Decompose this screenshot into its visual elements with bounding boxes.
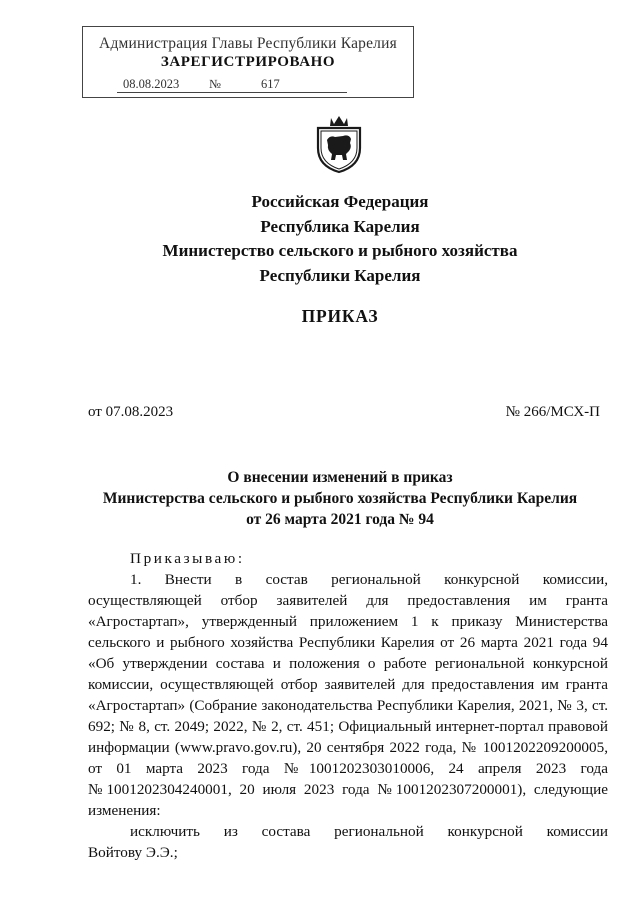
registration-stamp — [82, 26, 414, 98]
header-country: Российская Федерация — [251, 192, 429, 211]
document-type-title: ПРИКАЗ — [301, 306, 379, 326]
stamp-number: 617 — [261, 77, 280, 91]
ministry-header — [0, 190, 640, 288]
karelia-coat-of-arms-icon — [313, 114, 365, 174]
header-ministry: Министерство сельского и рыбного хозяйства — [162, 241, 518, 260]
order-date: от 07.08.2023 — [88, 404, 174, 420]
subject-line-1: О внесении изменений в приказ — [227, 469, 453, 486]
order-subject — [60, 467, 620, 530]
order-paragraph-2: исключить из состава региональной конкурсной комиссии — [130, 823, 608, 840]
subject-line-3: от 26 марта 2021 года № 94 — [246, 511, 434, 528]
stamp-underline — [117, 92, 347, 93]
subject-line-2: Министерства сельского и рыбного хозяйства Республики Карелия — [102, 490, 578, 507]
stamp-authority: Администрация Главы Республики Карелия — [99, 35, 397, 52]
order-paragraph-1: 1. Внести в состав региональной конкурсной комиссии, осуществляющей отбор заявителей для предоставления им гранта «Агростартап», утвержденный приложением 1 к приказу Министерства сельского и рыбного хозяйства Республики Карелия от 26 марта 2021 года 94 «Об утверждении состава и положения о работе региональной конкурсной комиссии, осуществляющей отбор заявителей для предоставления им гранта «Агростартап» (Собрание законодательства Республики Карелия, 2021, № 3, ст. 692; № 8, ст. 2049; 2022, № 2, ст. 451; Официальный интернет-портал правовой информации (www.pravo.gov.ru), 20 сентября 2022 года, № 1001202209200005, от 01 марта 2023 года №1001202303010006, 24 апреля 2023 года №1001202304240001, 20 июля 2023 года №1001202307200001), следующие изменения: — [88, 571, 608, 819]
order-paragraph-2-continued: Войтову Э.Э.; — [88, 844, 178, 861]
order-number: № 266/МСХ-П — [505, 404, 600, 420]
order-intro: Приказываю: — [130, 550, 245, 567]
header-republic: Республика Карелия — [260, 216, 420, 236]
stamp-registered-label: ЗАРЕГИСТРИРОВАНО — [160, 54, 336, 70]
header-ministry-republic: Республики Карелия — [259, 265, 421, 285]
stamp-date: 08.08.2023 — [123, 77, 180, 91]
stamp-number-label: № — [209, 77, 221, 91]
order-body — [88, 548, 608, 863]
